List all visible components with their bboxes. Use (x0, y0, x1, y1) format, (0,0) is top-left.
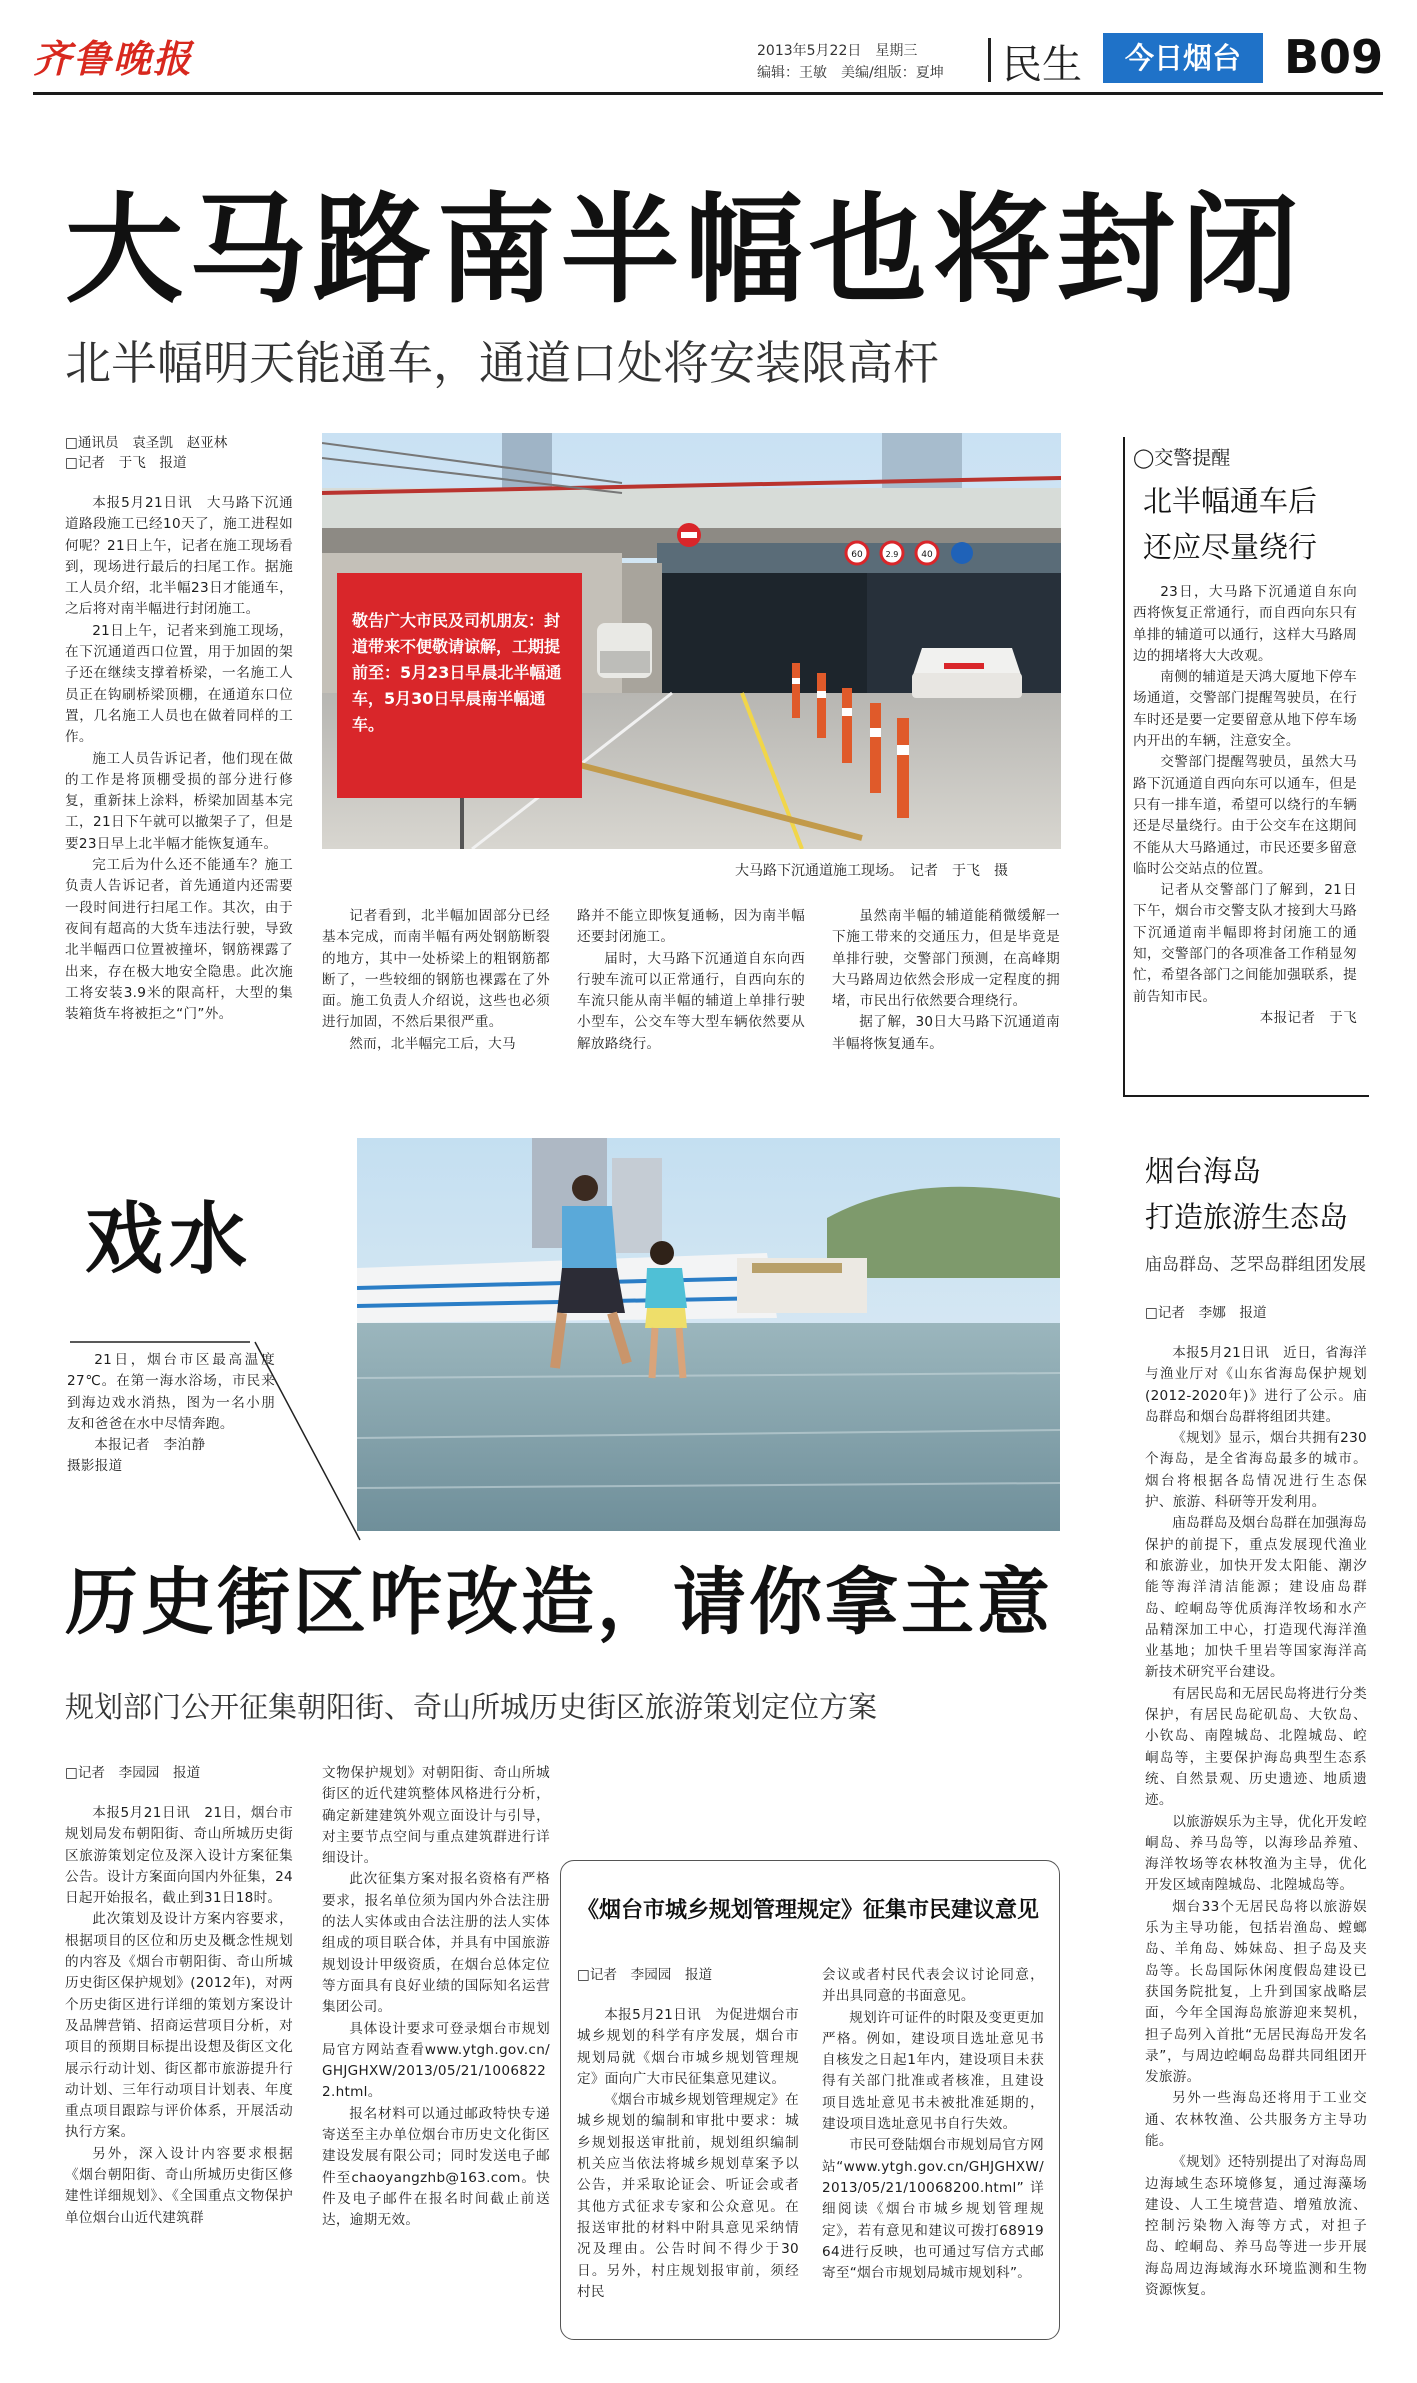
history-col2-p: 文物保护规划》对朝阳街、奇山所城街区的近代建筑整体风格进行分析，确定新建建筑外观立面设计与引导，对主要节点空间与重点建筑群进行详细设计。 (322, 1765, 550, 1867)
lead-col2 (322, 906, 550, 1055)
xishui-photo (357, 1138, 1060, 1531)
bullet-icon: ◯ (1133, 447, 1155, 469)
page-number: B09 (1284, 30, 1384, 84)
box-col2-p: 市民可登陆烟台市规划局官方网站“www.ytgh.gov.cn/GHJGHXW/2013/05/21/10068200.html”详细阅读《烟台市城乡规划管理规定》，若有意见和建议可拨打6891964进行反映，也可通过写信方式邮寄至“烟台市规划局城市规划科”。 (822, 2137, 1044, 2282)
sidebar1-bottom-rule (1123, 1095, 1369, 1097)
island-p: 本报5月21日讯 近日，省海洋与渔业厅对《山东省海岛保护规划(2012-2020年)》进行了公示。庙岛群岛和烟台岛群将组团共建。 (1145, 1345, 1367, 1425)
box-col1 (577, 2005, 799, 2303)
history-col1 (65, 1803, 293, 2229)
box-col2-p: 会议或者村民代表会议讨论同意，并出具同意的书面意见。 (822, 1967, 1044, 2005)
history-col1-p: 此次策划及设计方案内容要求，根据项目的区位和历史及概念性规划的内容及《烟台市朝阳街、奇山所城历史街区保护规划》(2012年)，对两个历史街区进行详细的策划方案设计及品牌营销、招商运营项目分析，对项目的预期目标提出设想及街区文化展示行动计划、街区都市旅游提升行动计划、三年行动项目计划表、年度重点项目跟踪与评价体系，开展活动执行方案。 (65, 1911, 293, 2141)
sidebar1-p: 记者从交警部门了解到，21日下午，烟台市交警支队才接到大马路下沉通道南半幅即将封闭施工的通知，交警部门的各项准备工作稍显匆忙，希望各部门之间能加强联系，提前告知市民。 (1133, 882, 1357, 1005)
lead-col4-p: 据了解，30日大马路下沉通道南半幅将恢复通车。 (832, 1014, 1060, 1052)
box-col1-p: 《烟台市城乡规划管理规定》在城乡规划的编制和审批中要求：城乡规划报送审批前，规划组织编制机关应当依法将城乡规划草案予以公告，并采取论证会、听证会或者其他方式征求专家和公众意见。在报送审批的材料中附具意见采纳情况及理由。公告时间不得少于30日。另外，村庄规划报审前，须经村民 (577, 2092, 799, 2300)
lead-title: 大马路南半幅也将封闭 (65, 181, 1306, 319)
lead-byline-2: □记者 于飞 报道 (65, 455, 187, 471)
speed-sign-label: 60 (851, 550, 863, 560)
xishui-title: 戏水 (85, 1195, 254, 1285)
sidebar1-p: 交警部门提醒驾驶员，虽然大马路下沉通道自西向东可以通车，但是只有一排车道，希望可以绕行的车辆还是尽量绕行。由于公交车在这期间不能从大马路通过，市民还要多留意临时公交站点的位置。 (1133, 754, 1357, 877)
lead-col1-p: 本报5月21日讯 大马路下沉通道路段施工已经10天了，施工进程如何呢？21日上午，记者在施工现场看到，现场进行最后的扫尾工作。据施工人员介绍，北半幅23日才能通车，之后将对南半幅进行封闭施工。 (65, 495, 293, 618)
sidebar1-title-line: 北半幅通车后 (1143, 484, 1318, 518)
sidebar1-rule (1123, 437, 1125, 1097)
island-body (1145, 1343, 1367, 2301)
lead-col4-p: 虽然南半幅的辅道能稍微缓解一下施工带来的交通压力，但是毕竟是单排行驶，交警部门预测，在高峰期大马路周边依然会形成一定程度的拥堵，市民出行依然要合理绕行。 (832, 908, 1060, 1010)
editors: 编辑：王敏 美编/组版：夏坤 (757, 65, 944, 81)
island-p: 《规划》还特别提出了对海岛周边海域生态环境修复，通过海藻场建设、人工生境营造、增殖放流、控制污染物入海等方式，对担子岛、崆峒岛、养马岛等进一步开展海岛周边海域海水环境监测和生物资源恢复。 (1145, 2154, 1367, 2299)
masthead-divider (988, 38, 991, 82)
island-p: 烟台33个无居民岛将以旅游娱乐为主导功能，包括岩渔岛、螳螂岛、羊角岛、姊妹岛、担子岛及夹岛等。长岛国际休闲度假岛建设已获国务院批复，上升到国家战略层面，今年全国海岛旅游迎来契机，担子岛列入首批“无居民海岛开发名录”，与周边崆峒岛岛群共同组团开发旅游。 (1145, 1898, 1367, 2086)
xishui-credit: 本报记者 李泊静 (94, 1437, 206, 1454)
lead-byline (65, 433, 227, 473)
lead-col4 (832, 906, 1060, 1055)
sidebar1-title-line: 还应尽量绕行 (1143, 530, 1318, 564)
box-col2 (822, 1965, 1044, 2284)
sidebar1-tag (1133, 443, 1230, 470)
lead-col2-p: 然而，北半幅完工后，大马 (349, 1035, 516, 1052)
lead-col1-p: 施工人员告诉记者，他们现在做的工作是将顶棚受损的部分进行修复，重新抹上涂料，桥梁加固基本完工，21日下午就可以撤架子了，但是要23日早上北半幅才能恢复通车。 (65, 750, 293, 852)
lead-col1-p: 21日上午，记者来到施工现场，在下沉通道西口位置，用于加固的架子还在继续支撑着桥梁，一名施工人员正在钩刷桥梁顶棚，在通道东口位置，几名施工人员也在做着同样的工作。 (65, 622, 293, 746)
island-subtitle: 庙岛群岛、芝罘岛群组团发展 (1145, 1255, 1366, 1275)
box-col1-p: 本报5月21日讯 为促进烟台市城乡规划的科学有序发展，烟台市规划局就《烟台市城乡规划管理规定》面向广大市民征集意见建议。 (577, 2007, 799, 2087)
island-p: 庙岛群岛及烟台岛群在加强海岛保护的前提下，重点发展现代渔业和旅游业，加快开发太阳能、潮汐能等海洋清洁能源；建设庙岛群岛、崆峒岛等优质海洋牧场和水产品精深加工中心，打造现代海洋渔业基地；加快千里岩等国家海洋高新技术研究平台建设。 (1145, 1515, 1367, 1681)
speed-sign-label: 40 (921, 550, 933, 560)
island-p: 另外一些海岛还将用于工业交通、农林牧渔、公共服务方主导功能。 (1145, 2090, 1367, 2149)
lead-photo (322, 433, 1061, 849)
date: 2013年5月22日 (757, 43, 862, 59)
island-p: 《规划》显示，烟台共拥有230个海岛，是全省海岛最多的城市。烟台将根据各岛情况进行生态保护、旅游、科研等开发利用。 (1145, 1430, 1367, 1511)
lead-subtitle: 北半幅明天能通车，通道口处将安装限高杆 (65, 336, 939, 390)
section-name: 民生 (1002, 42, 1082, 88)
box-byline: □记者 李园园 报道 (577, 1967, 713, 1983)
history-title: 历史街区咋改造，请你拿主意 (65, 1560, 1053, 1645)
sidebar1-p: 南侧的辅道是天鸿大厦地下停车场通道，交警部门提醒驾驶员，在行车时还是要一定要留意从地下停车场内开出的车辆，注意安全。 (1133, 669, 1357, 750)
history-subtitle: 规划部门公开征集朝阳街、奇山所城历史街区旅游策划定位方案 (65, 1690, 878, 1724)
weekday: 星期三 (875, 43, 918, 59)
masthead (0, 0, 1417, 90)
paper-logo: 齐鲁晚报 (33, 36, 194, 81)
lead-byline-1: □通讯员 袁圣凯 赵亚林 (65, 435, 228, 451)
lead-col3-p: 路并不能立即恢复通畅，因为南半幅还要封闭施工。 (577, 908, 805, 946)
island-title-line: 打造旅游生态岛 (1145, 1200, 1349, 1234)
history-col2-p: 具体设计要求可登录烟台市规划局官方网站查看www.ytgh.gov.cn/GHJGHXW/2013/05/21/10068222.html。 (322, 2020, 550, 2101)
masthead-rule (33, 92, 1383, 95)
island-p: 有居民岛和无居民岛将进行分类保护，有居民岛砣矶岛、大钦岛、小钦岛、南隍城岛、北隍城岛、崆峒岛等，主要保护海岛典型生态系统、自然景观、历史遗迹、地质遗迹。 (1145, 1685, 1367, 1809)
sidebar1-p: 23日，大马路下沉通道自东向西将恢复正常通行，而自西向东只有单排的辅道可以通行，这样大马路周边的拥堵将大大改观。 (1133, 584, 1357, 664)
island-byline: □记者 李娜 报道 (1145, 1305, 1267, 1321)
history-col1-p: 本报5月21日讯 21日，烟台市规划局发布朝阳街、奇山所城历史街区旅游策划定位及深入设计方案征集公告。设计方案面向国内外征集，24日起开始报名，截止到31日18时。 (65, 1805, 293, 1907)
island-title-line: 烟台海岛 (1145, 1154, 1262, 1188)
height-sign-label: 2.9 (885, 550, 899, 559)
box-title: 《烟台市城乡规划管理规定》征集市民建议意见 (577, 1898, 1040, 1923)
xishui-caption-text: 21日，烟台市区最高温度27℃。在第一海水浴场，市民来到海边戏水消热，图为一名小朋友和爸爸在水中尽情奔跑。 (67, 1352, 275, 1432)
island-p: 以旅游娱乐为主导，优化开发崆峒岛、养马岛等，以海珍品养殖、海洋牧场等农林牧渔为主导，优化开发区域南隍城岛、北隍城岛等。 (1145, 1813, 1367, 1894)
beach-scene (357, 1138, 1060, 1531)
lead-col3 (577, 906, 805, 1055)
sidebar1-tag-label: 交警提醒 (1154, 447, 1231, 469)
history-byline: □记者 李园园 报道 (65, 1765, 201, 1781)
sidebar1-title (1143, 478, 1317, 570)
xishui-credit: 摄影报道 (67, 1458, 123, 1475)
xishui-frame (40, 1340, 380, 1560)
road-sign-banner: 敬告广大市民及司机朋友：封道带来不便敬请谅解，工期提前至：5月23日早晨北半幅通车，5月30日早晨南半幅通车。 (352, 611, 562, 734)
lead-col3-p: 届时，大马路下沉通道自东向西行驶车流可以正常通行，自西向东的车流只能从南半幅的辅道上单排行驶小型车，公交车等大型车辆依然要从解放路绕行。 (577, 950, 805, 1052)
history-col2-p: 报名材料可以通过邮政特快专递寄送至主办单位烟台市历史文化街区建设发展有限公司；同时发送电子邮件至chaoyangzhb@163.com。快件及电子邮件在报名时间截止前送达，逾期无效。 (322, 2105, 550, 2229)
subsection-badge: 今日烟台 (1103, 33, 1263, 83)
lead-col1 (65, 493, 293, 1025)
lead-photo-caption: 大马路下沉通道施工现场。 记者 于飞 摄 (735, 863, 1008, 879)
sidebar1-body (1133, 582, 1357, 1029)
sidebar1-sign: 本报记者 于飞 (1259, 1009, 1357, 1026)
box-col2-p: 规划许可证件的时限及变更更加严格。例如，建设项目选址意见书自核发之日起1年内，建设项目未获得有关部门批准或者核准，且建设项目选址意见书未被批准延期的，建设项目选址意见书自行失效。 (822, 2009, 1044, 2133)
history-col2-p: 此次征集方案对报名资格有严格要求，报名单位须为国内外合法注册的法人实体或由合法注册的法人实体组成的项目联合体，并具有中国旅游规划设计甲级资质，在烟台总体定位等方面具有良好业绩的国际知名运营集团公司。 (322, 1871, 550, 2016)
history-col2 (322, 1763, 550, 2232)
lead-col1-p: 完工后为什么还不能通车？施工负责人告诉记者，首先通道内还需要一段时间进行扫尾工作。其次，由于夜间有超高的大货车违法行驶，导致北半幅西口位置被撞坏，钢筋裸露了出来，存在极大地安全隐患。此次施工将安装3.9米的限高杆，大型的集装箱货车将被拒之“门”外。 (65, 857, 293, 1023)
island-title (1145, 1148, 1348, 1240)
issue-date (757, 40, 917, 60)
history-col1-p: 另外，深入设计内容要求根据《烟台朝阳街、奇山所城历史街区修建性详细规划》、《全国重点文物保护单位烟台山近代建筑群 (65, 2145, 293, 2226)
lead-col2-p: 记者看到，北半幅加固部分已经基本完成，而南半幅有两处钢筋断裂的地方，其中一处桥梁上的粗钢筋都断了，一些较细的钢筋也裸露在了外面。施工负责人介绍说，这些也必须进行加固，不然后果很严重。 (322, 908, 550, 1031)
